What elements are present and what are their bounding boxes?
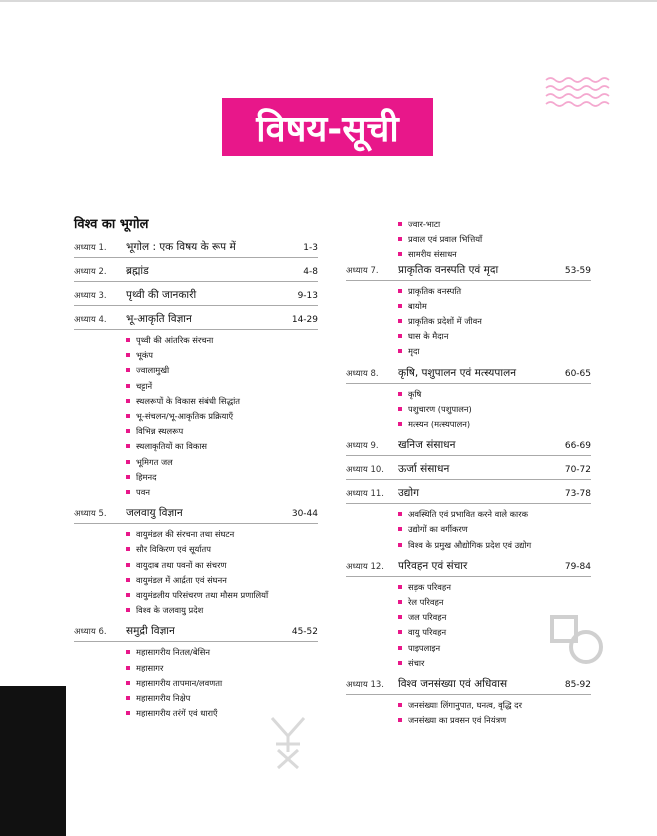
chapter-pages: 66-69 (564, 441, 591, 452)
chapter-row (74, 264, 318, 278)
chapter-number: अध्याय 7. (346, 265, 379, 276)
topic-item (398, 625, 591, 640)
chapter-name: जलवायु विज्ञान (126, 507, 183, 520)
chapter-pages: 45-52 (291, 627, 318, 638)
topic-item (126, 470, 318, 485)
topic-item (398, 713, 591, 728)
chapter-entry (74, 312, 318, 500)
topic-label: विश्व के जलवायु प्रदेश (136, 605, 204, 616)
topic-label: मृदा (408, 346, 420, 357)
topic-label: स्थलाकृतियों का विकास (136, 441, 208, 452)
bullet-square-icon (126, 338, 130, 342)
chapter-entry (346, 366, 591, 433)
topic-label: स्थलरूपों के विकास संबंधी सिद्धांत (136, 395, 240, 406)
chapter-entry (346, 677, 591, 728)
chapter-divider (74, 523, 318, 524)
bullet-square-icon (398, 718, 402, 722)
topic-item (126, 424, 318, 439)
chapter-row (74, 506, 318, 520)
chapter-row (74, 288, 318, 302)
chapter-entry (74, 288, 318, 306)
topic-label: भूमिगत जल (136, 456, 173, 467)
topic-item (126, 676, 318, 691)
chapter-row (346, 462, 591, 476)
chapter-number: अध्याय 13. (346, 680, 384, 691)
topic-item (126, 603, 318, 618)
bullet-square-icon (398, 319, 402, 323)
chapter-divider (74, 641, 318, 642)
bullet-square-icon (126, 429, 130, 433)
left-chapter-list (74, 240, 318, 721)
topic-item (126, 542, 318, 557)
chapter-row (346, 559, 591, 573)
chapter-divider (74, 257, 318, 258)
chapter-name: उद्योग (398, 487, 419, 500)
topic-list (398, 580, 591, 671)
topic-label: पृथ्वी की आंतरिक संरचना (136, 335, 214, 345)
chapter-pages: 73-78 (564, 489, 591, 500)
top-border (0, 0, 657, 2)
chapter-name: विश्व जनसंख्या एवं अधिवास (398, 678, 508, 691)
chapter-number: अध्याय 2. (74, 267, 107, 277)
chapter-number: अध्याय 9. (346, 441, 379, 452)
bullet-square-icon (126, 444, 130, 448)
topic-label: सड़क परिवहन (408, 581, 451, 592)
chapter-entry (74, 624, 318, 721)
chapter-pages: 14-29 (291, 315, 318, 325)
chapter-pages: 4-8 (303, 267, 318, 277)
chapter-number: अध्याय 8. (346, 368, 379, 379)
bullet-square-icon (126, 353, 130, 357)
chapter-divider (74, 329, 318, 330)
topic-item (398, 595, 591, 610)
chapter-name: खनिज संसाधन (398, 439, 456, 452)
bullet-square-icon (126, 666, 130, 670)
topic-item (398, 610, 591, 625)
chapter-name: समुद्री विज्ञान (126, 625, 175, 638)
bullet-square-icon (398, 615, 402, 619)
topic-item (126, 439, 318, 454)
topic-label: मत्स्यन (मत्स्यपालन) (408, 419, 471, 430)
bullet-square-icon (398, 304, 402, 308)
chapter-entry (346, 263, 591, 360)
chapter-divider (346, 479, 591, 480)
chapter-divider (346, 694, 591, 695)
chapter-divider (74, 281, 318, 282)
black-side-bar (0, 686, 66, 836)
topic-list (398, 284, 591, 360)
topic-label: जनसंख्या का प्रवसन एवं नियंत्रण (408, 715, 507, 726)
chapter-row (74, 312, 318, 326)
topic-item (398, 387, 591, 402)
topic-label: हिमनद (136, 471, 157, 482)
bullet-square-icon (126, 384, 130, 388)
bullet-square-icon (398, 392, 402, 396)
chapter-row (74, 624, 318, 638)
topic-label: पाइपलाइन (408, 642, 441, 653)
topic-label: जल परिवहन (408, 612, 447, 623)
topic-label: रेल परिवहन (408, 597, 444, 608)
bullet-square-icon (398, 349, 402, 353)
topic-item (126, 691, 318, 706)
topic-item (398, 580, 591, 595)
bullet-square-icon (398, 334, 402, 338)
topic-label: महासागरीय निक्षेप (136, 693, 191, 704)
right-chapter-list (346, 263, 591, 729)
topic-label: बायोम (408, 300, 427, 311)
chapter-row (346, 677, 591, 691)
topic-label: वायुमंडल की संरचना तथा संघटन (136, 529, 235, 540)
chapter-entry (346, 486, 591, 553)
topic-item (126, 348, 318, 363)
chapter-pages: 85-92 (564, 680, 591, 691)
continued-topic-list (398, 217, 591, 263)
topic-item (398, 656, 591, 671)
topic-item (398, 284, 591, 299)
topic-list (398, 698, 591, 728)
topic-label: ज्वार-भाटा (408, 219, 441, 229)
topic-item (126, 558, 318, 573)
topic-item (398, 232, 591, 247)
topic-item (126, 588, 318, 603)
topic-label: प्रवाल एवं प्रवाल भित्तियाँ (408, 234, 483, 245)
bullet-square-icon (398, 585, 402, 589)
topic-label: चट्टानें (136, 380, 153, 391)
bullet-square-icon (126, 650, 130, 654)
chapter-pages: 1-3 (303, 243, 318, 253)
chapter-name: प्राकृतिक वनस्पति एवं मृदा (398, 263, 499, 276)
chapter-divider (346, 503, 591, 504)
topic-item (398, 217, 591, 232)
topic-item (126, 645, 318, 660)
topic-label: प्राकृतिक वनस्पति (408, 285, 462, 296)
topic-item (126, 455, 318, 470)
topic-label: संचार (408, 657, 425, 668)
topic-label: वायुदाब तथा पवनों का संचरण (136, 559, 227, 570)
topic-item (398, 247, 591, 262)
topic-item (126, 485, 318, 500)
topic-list (398, 387, 591, 433)
chapter-name: कृषि, पशुपालन एवं मत्स्यपालन (398, 366, 517, 379)
topic-item (398, 641, 591, 656)
bullet-square-icon (398, 237, 402, 241)
topic-item (398, 507, 591, 522)
bullet-square-icon (126, 608, 130, 612)
chapter-entry (74, 240, 318, 258)
waves-decoration-icon (544, 75, 612, 109)
chapter-number: अध्याय 3. (74, 291, 107, 301)
chapter-name: पृथ्वी की जानकारी (126, 289, 197, 301)
topic-item (126, 363, 318, 378)
bullet-square-icon (126, 399, 130, 403)
right-column (346, 214, 591, 734)
bullet-square-icon (126, 696, 130, 700)
topic-item (398, 344, 591, 359)
topic-label: पवन (136, 487, 150, 498)
chapter-row (74, 240, 318, 254)
chapter-number: अध्याय 12. (346, 561, 384, 572)
topic-item (126, 573, 318, 588)
bullet-square-icon (126, 563, 130, 567)
topic-label: कृषि (408, 388, 422, 399)
page-title: विषय-सूची (222, 98, 433, 156)
bullet-square-icon (126, 547, 130, 551)
bullet-square-icon (126, 578, 130, 582)
topic-item (398, 698, 591, 713)
chapter-row (346, 438, 591, 452)
topic-item (126, 379, 318, 394)
bullet-square-icon (398, 661, 402, 665)
chapter-number: अध्याय 6. (74, 627, 107, 638)
topic-label: ज्वालामुखी (136, 365, 170, 376)
bullet-square-icon (398, 600, 402, 604)
chapter-number: अध्याय 4. (74, 315, 107, 325)
chapter-number: अध्याय 10. (346, 465, 384, 476)
topic-item (398, 538, 591, 553)
bullet-square-icon (398, 527, 402, 531)
topic-label: महासागर (136, 662, 164, 673)
chapter-pages: 30-44 (291, 509, 318, 520)
chapter-divider (346, 576, 591, 577)
topic-list (398, 507, 591, 553)
chapter-name: ब्रह्मांड (126, 265, 149, 277)
chapter-divider (346, 280, 591, 281)
chapter-pages: 53-59 (564, 265, 591, 276)
topic-item (398, 299, 591, 314)
topic-label: विश्व के प्रमुख औद्योगिक प्रदेश एवं उद्योग (408, 539, 532, 550)
topic-label: पशुचारण (पशुपालन) (408, 403, 472, 414)
topic-item (398, 522, 591, 537)
bullet-square-icon (126, 475, 130, 479)
bullet-square-icon (126, 593, 130, 597)
topic-item (126, 394, 318, 409)
bullet-square-icon (126, 368, 130, 372)
chapter-name: भूगोल : एक विषय के रूप में (126, 241, 236, 253)
bullet-square-icon (398, 512, 402, 516)
topic-item (126, 409, 318, 424)
bullet-square-icon (398, 630, 402, 634)
chapter-entry (346, 559, 591, 671)
chapter-entry (346, 438, 591, 456)
chapter-number: अध्याय 1. (74, 243, 107, 253)
topic-item (398, 329, 591, 344)
chapter-row (346, 263, 591, 277)
topic-label: सामरीय संसाधन (408, 249, 457, 260)
topic-label: अवस्थिति एवं प्रभावित करने वाले कारक (408, 509, 528, 520)
chapter-entry (74, 264, 318, 282)
bullet-square-icon (398, 289, 402, 293)
topic-label: महासागरीय नितल/बेसिन (136, 647, 210, 658)
bullet-square-icon (126, 460, 130, 464)
topic-label: वायुमंडल में आर्द्रता एवं संघनन (136, 574, 227, 585)
topic-label: भू-संचलन/भू-आकृतिक प्रक्रियाएँ (136, 411, 234, 422)
chapter-pages: 9-13 (297, 291, 318, 301)
bullet-square-icon (398, 252, 402, 256)
topic-item (398, 402, 591, 417)
chapter-number: अध्याय 11. (346, 489, 384, 500)
topic-label: प्राकृतिक प्रदेशों में जीवन (408, 316, 482, 327)
bullet-square-icon (398, 422, 402, 426)
chapter-entry (346, 462, 591, 480)
topic-label: महासागरीय तरंगें एवं धाराएँ (136, 708, 218, 719)
topic-label: भूकंप (136, 350, 153, 361)
bullet-square-icon (126, 681, 130, 685)
chapter-divider (346, 455, 591, 456)
bullet-square-icon (126, 711, 130, 715)
topic-label: सौर विकिरण एवं सूर्यातप (136, 544, 211, 555)
bullet-square-icon (398, 646, 402, 650)
section-title: विश्व का भूगोल (74, 217, 149, 232)
bullet-square-icon (398, 703, 402, 707)
topic-item (398, 314, 591, 329)
topic-label: घास के मैदान (408, 331, 449, 342)
topic-label: उद्योगों का वर्गीकरण (408, 524, 468, 535)
topic-label: विभिन्न स्थलरूप (136, 426, 184, 437)
topic-label: महासागरीय तापमान/लवणता (136, 677, 223, 688)
chapter-name: परिवहन एवं संचार (398, 559, 468, 572)
chapter-pages: 79-84 (564, 561, 591, 572)
chapter-entry (74, 506, 318, 618)
chapter-name: ऊर्जा संसाधन (398, 463, 450, 476)
chapter-row (346, 366, 591, 380)
topic-item (126, 527, 318, 542)
topic-item (126, 333, 318, 348)
bullet-square-icon (126, 414, 130, 418)
chapter-row (346, 486, 591, 500)
topic-list (126, 333, 318, 500)
chapter-pages: 70-72 (564, 465, 591, 476)
left-column (74, 214, 318, 727)
bullet-square-icon (398, 407, 402, 411)
chapter-number: अध्याय 5. (74, 509, 107, 520)
bullet-square-icon (126, 532, 130, 536)
chapter-divider (74, 305, 318, 306)
bullet-square-icon (398, 222, 402, 226)
topic-item (126, 706, 318, 721)
topic-list (126, 527, 318, 618)
topic-item (126, 661, 318, 676)
chapter-name: भू-आकृति विज्ञान (126, 313, 192, 325)
bullet-square-icon (126, 490, 130, 494)
bullet-square-icon (398, 543, 402, 547)
topic-list (126, 645, 318, 721)
topic-label: वायुमंडलीय परिसंचरण तथा मौसम प्रणालियाँ (136, 590, 269, 601)
topic-label: वायु परिवहन (408, 627, 447, 638)
topic-item (398, 417, 591, 432)
chapter-pages: 60-65 (564, 368, 591, 379)
chapter-divider (346, 383, 591, 384)
topic-label: जनसंख्याः लिंगानुपात, घनत्व, वृद्धि दर (408, 700, 522, 711)
